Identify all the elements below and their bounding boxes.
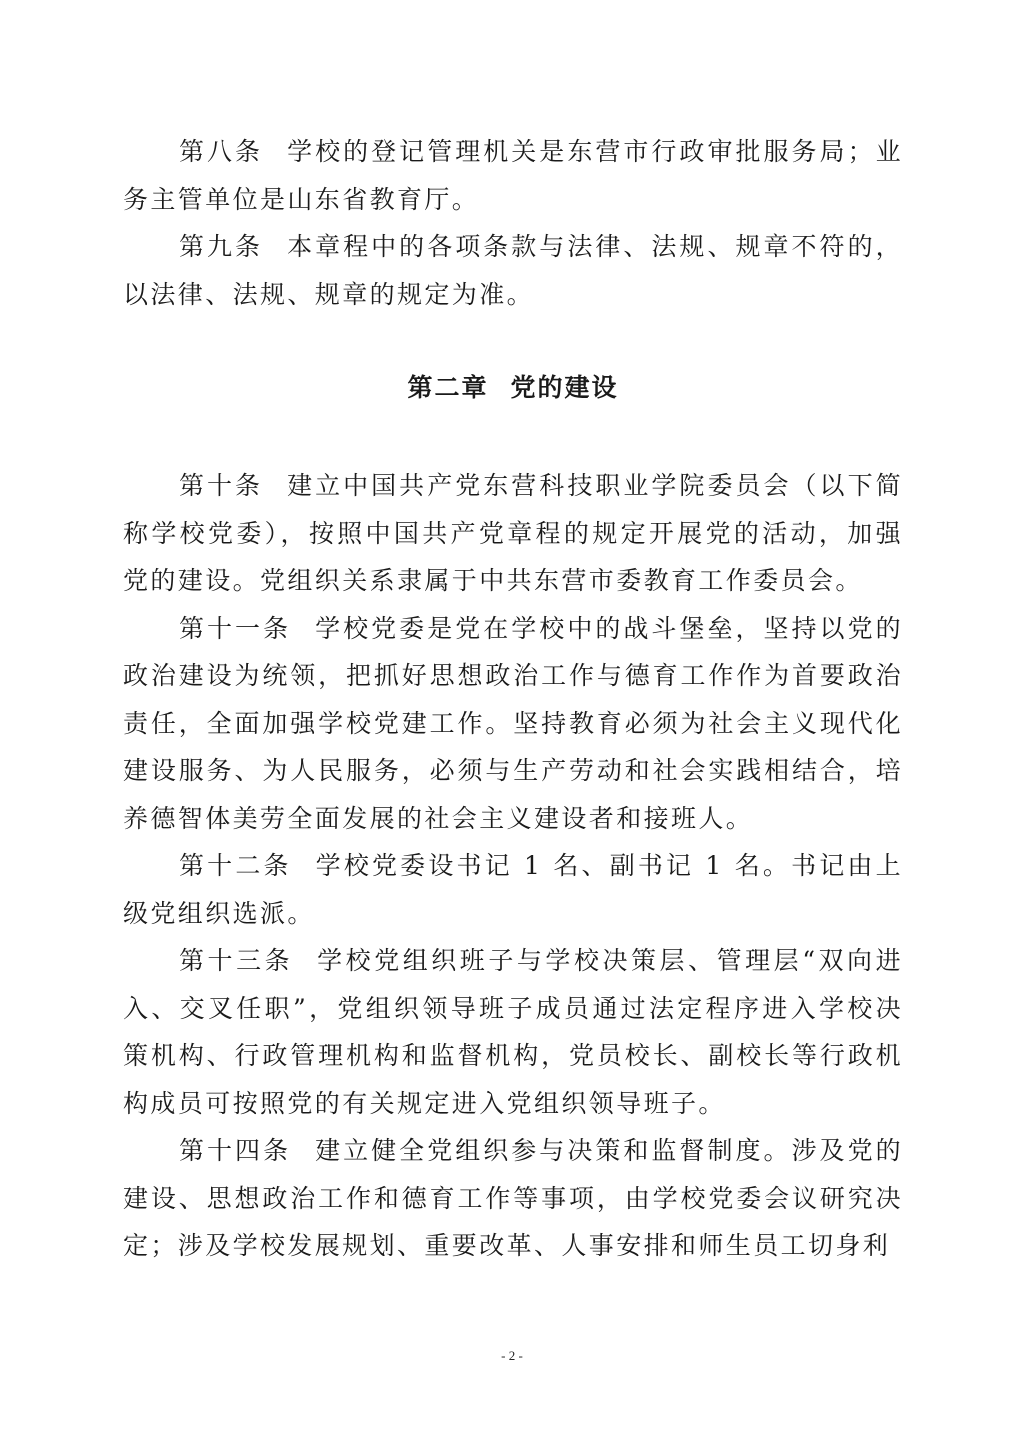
article-number: 第十三条 xyxy=(179,946,294,975)
chapter-heading xyxy=(123,318,903,462)
article-13-paragraph xyxy=(123,937,903,1127)
page-number: - 2 - xyxy=(501,1348,523,1363)
article-number: 第十四条 xyxy=(179,1136,292,1165)
article-text: 本章程中的各项条款与法律、法规、规章不符的，以法律、法规、规章的规定为准。 xyxy=(123,232,903,309)
article-number: 第十一条 xyxy=(179,613,292,643)
chapter-number: 第二章 xyxy=(407,373,489,402)
article-14-paragraph xyxy=(123,1127,903,1270)
article-9-paragraph xyxy=(123,223,903,318)
article-text: 学校党委设书记 1 名、副书记 1 名。书记由上级党组织选派。 xyxy=(123,851,903,928)
chapter-title: 党的建设 xyxy=(510,373,619,402)
article-8-paragraph xyxy=(123,128,903,223)
document-body xyxy=(123,128,903,1270)
article-12-paragraph xyxy=(123,842,903,937)
article-number: 第八条 xyxy=(179,137,264,166)
article-number: 第九条 xyxy=(179,232,264,261)
article-11-paragraph xyxy=(123,605,903,843)
article-text: 学校党组织班子与学校决策层、管理层“双向进入、交叉任职”，党组织领导班子成员通过法定程序进入学校决策机构、行政管理机构和监督机构，党员校长、副校长等行政机构成员可按照党的有关规定进入党组织领导班子。 xyxy=(123,946,903,1118)
article-text: 学校的登记管理机关是东营市行政审批服务局；业务主管单位是山东省教育厅。 xyxy=(123,137,903,214)
article-text: 建立中国共产党东营科技职业学院委员会（以下简称学校党委），按照中国共产党章程的规定开展党的活动，加强党的建设。党组织关系隶属于中共东营市委教育工作委员会。 xyxy=(123,471,903,595)
article-text: 建立健全党组织参与决策和监督制度。涉及党的建设、思想政治工作和德育工作等事项，由学校党委会议研究决定；涉及学校发展规划、重要改革、人事安排和师生员工切身利 xyxy=(123,1136,903,1260)
article-number: 第十条 xyxy=(179,471,264,500)
article-number: 第十二条 xyxy=(179,851,292,880)
article-text: 学校党委是党在学校中的战斗堡垒，坚持以党的政治建设为统领，把抓好思想政治工作与德育工作作为首要政治责任，全面加强学校党建工作。坚持教育必须为社会主义现代化建设服务、为人民服务，必须与生产劳动和社会实践相结合，培养德智体美劳全面发展的社会主义建设者和接班人。 xyxy=(123,613,903,833)
article-10-paragraph xyxy=(123,462,903,605)
